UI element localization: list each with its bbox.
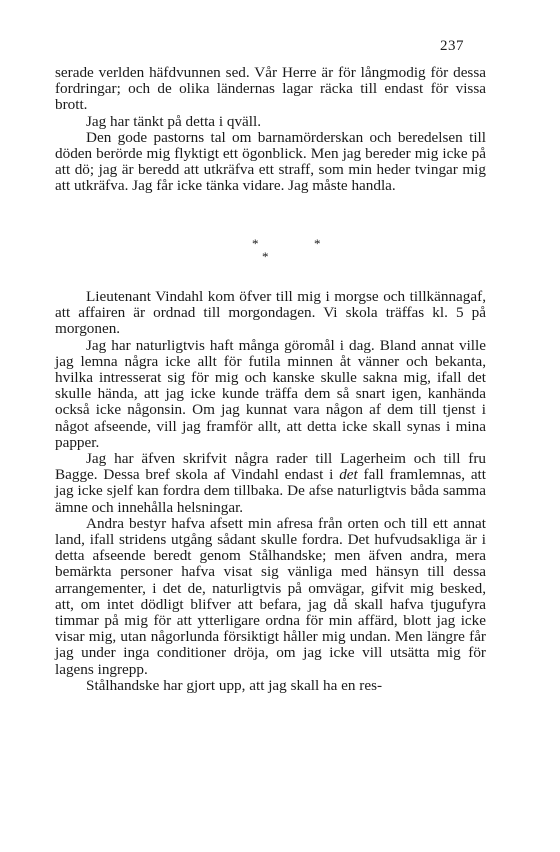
text-block-upper: [55, 65, 486, 195]
paragraph: Den gode pastorns tal om barnamörderskan och beredelsen till döden berörde mig flyktigt ett ögonblick. Men jag bereder mig icke på att dö; jag är beredd att utkräfva ett straff, som min heder tvingar mig att utkräfva. Jag får icke tänka vidare. Jag måste handla.: [55, 128, 486, 195]
paragraph-continues: Stålhandske har gjort upp, att jag skall ha en res-: [86, 676, 383, 694]
paragraph: Andra bestyr hafva afsett min afresa från orten och till ett annat land, ifall stridens utgång sådant skulle fordra. Det hufvudsakliga är i detta afseende beredt genom Stålhandske; men äfven andra, mera bemärkta personer hafva visat sig vänliga med hänsyn till dessa arrangementer, i det de, naturligtvis på omvägar, gifvit mig besked, att, om intet dödligt blifver att befara, jag då skall hafva tjugufyra timmar på mig för att ytterligare ordna för min affärd, blott jag icke visar mig, utan någorlunda försiktigt håller mig undan. Men längre får jag under inga conditioner dröja, om jag icke vill utsätta mig för lagens ingrepp.: [55, 514, 486, 678]
paragraph: Jag har tänkt på detta i qväll.: [86, 112, 262, 130]
paragraph: Jag har naturligtvis haft många göromål i dag. Bland annat ville jag lemna några icke allt för futila minnen åt vänner och bekanta, hvilka intresserat sig för mig och kanske skulle sakna mig, ifall det skulle hända, att jag icke kunde träffa dem så snart igen, kanhända också icke någonsin. Om jag kunnat vara någon af dem till tjenst i något afseende, vill jag framför allt, att detta icke skall synas i mina papper.: [55, 336, 486, 451]
asterisk: *: [262, 249, 269, 264]
paragraph-text: fall framlemnas, att jag icke sjelf kan fordra dem tillbaka. De afse naturligtvis båda samma ämne och innehålla helsningar.: [55, 466, 486, 516]
asterisk: *: [252, 236, 259, 251]
page-number: 237: [440, 38, 464, 54]
section-separator: [0, 236, 560, 266]
asterisk: *: [314, 236, 321, 251]
paragraph: Lieutenant Vindahl kom öfver till mig i morgse och tillkännagaf, att affairen är ordnad till morgondagen. Vi skola träffas kl. 5 på morgonen.: [55, 288, 486, 338]
paragraph-continued: serade verlden häfdvunnen sed. Vår Herre är för långmodig för dessa fordringar; och de olika ländernas lagar räcka till endast för vissa brott.: [55, 64, 486, 114]
paragraph-text: Jag har äfven skrifvit några rader till Lagerheim och till fru Bagge. Dessa bref skola af Vindahl endast i: [55, 450, 486, 484]
italic-word: det: [339, 466, 358, 484]
text-block-lower: [55, 289, 486, 694]
paragraph: [55, 451, 486, 516]
